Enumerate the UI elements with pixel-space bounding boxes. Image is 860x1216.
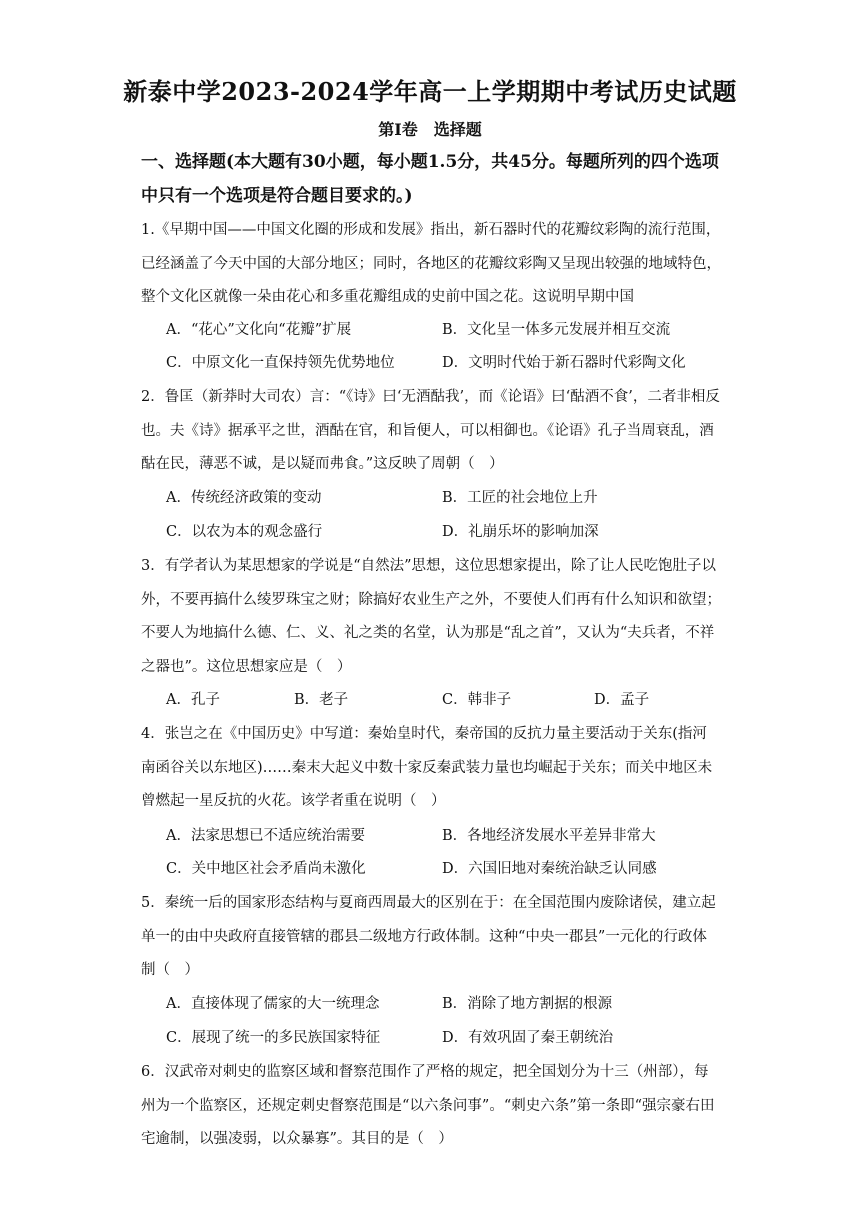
question-5-stem: 5．秦统一后的国家形态结构与夏商西周最大的区别在于：在全国范围内废除诸侯，建立起单一的由中央政府直接管辖的郡县二级地方行政体制。这种“中央一郡县”一元化的行政体制（ ） <box>141 895 716 978</box>
question-6-stem: 6．汉武帝对刺史的监察区域和督察范围作了严格的规定，把全国划分为十三（州部），每州为一个监察区，还规定刺史督察范围是“以六条问事”。“刺史六条”第一条即“强宗豪右田宅逾制，以强凌弱，以众暴寡”。其目的是（ ） <box>141 1064 715 1147</box>
question-4-options-row2 <box>166 853 726 887</box>
question-4-stem: 4．张岂之在《中国历史》中写道：秦始皇时代，秦帝国的反抗力量主要活动于关东(指河南函谷关以东地区)……秦末大起义中数十家反秦武装力量也均崛起于关东；而关中地区未曾燃起一星反抗的火花。该学者重在说明（ ） <box>141 726 713 809</box>
question-1-options-row2 <box>166 347 726 381</box>
option-a: A．法家思想已不适应统治需要 <box>166 828 365 844</box>
part-title: 第Ⅰ卷 选择题 <box>378 120 482 139</box>
option-d: D．六国旧地对秦统治缺乏认同感 <box>442 861 657 877</box>
option-b: B．工匠的社会地位上升 <box>442 490 598 506</box>
option-b: B．消除了地方割据的根源 <box>442 996 613 1012</box>
option-c: C．展现了统一的多民族国家特征 <box>166 1030 381 1046</box>
option-d: D．有效巩固了秦王朝统治 <box>442 1030 614 1046</box>
option-a: A．直接体现了儒家的大一统理念 <box>166 996 380 1012</box>
option-c: C．关中地区社会矛盾尚未激化 <box>166 861 366 877</box>
option-a: A．传统经济政策的变动 <box>166 490 322 506</box>
question-1-options <box>166 314 726 348</box>
question-2-options <box>166 482 726 516</box>
option-a: A．孔子 <box>166 692 220 708</box>
option-d: D．孟子 <box>594 692 650 708</box>
question-5-options-row2 <box>166 1022 726 1056</box>
question-2-stem: 2．鲁匡（新莽时大司农）言：“《诗》曰‘无酒酤我’，而《论语》曰‘酤酒不食’，二者非相反也。夫《诗》据承平之世，酒酤在官，和旨便人，可以相御也。《论语》孔子当周衰乱，酒酤在民，薄恶不诚，是以疑而弗食。”这反映了周朝（ ） <box>141 389 720 472</box>
question-5-options <box>166 988 726 1022</box>
option-b: B．文化呈一体多元发展并相互交流 <box>442 322 671 338</box>
question-3-stem: 3．有学者认为某思想家的学说是“自然法”思想，这位思想家提出，除了让人民吃饱肚子以外，不要再搞什么绫罗珠宝之财；除搞好农业生产之外，不要使人们再有什么知识和欲望；不要人为地搞什么德、仁、义、礼之类的名堂，认为那是“乱之首”，又认为“夫兵者，不祥之器也”。这位思想家应是（ ） <box>141 558 721 675</box>
option-b: B．各地经济发展水平差异非常大 <box>442 828 656 844</box>
question-4-options <box>166 820 726 854</box>
option-d: D．文明时代始于新石器时代彩陶文化 <box>442 355 686 371</box>
section-heading: 一、选择题(本大题有30小题，每小题1.5分，共45分。每题所列的四个选项中只有一个选项是符合题目要求的。) <box>141 152 719 206</box>
option-c: C．中原文化一直保持领先优势地位 <box>166 355 395 371</box>
exam-title: 新泰中学2023-2024学年高一上学期期中考试历史试题 <box>123 77 737 106</box>
option-c: C．以农为本的观念盛行 <box>166 524 323 540</box>
option-d: D．礼崩乐坏的影响加深 <box>442 524 599 540</box>
option-b: B．老子 <box>294 692 349 708</box>
option-c: C．韩非子 <box>442 692 512 708</box>
option-a: A．“花心”文化向“花瓣”扩展 <box>166 322 352 338</box>
question-3-options <box>166 684 726 718</box>
question-1-stem: 1.《早期中国——中国文化圈的形成和发展》指出，新石器时代的花瓣纹彩陶的流行范围，已经涵盖了今天中国的大部分地区；同时，各地区的花瓣纹彩陶又呈现出较强的地域特色，整个文化区就像一朵由花心和多重花瓣组成的史前中国之花。这说明早期中国 <box>141 222 721 305</box>
question-2-options-row2 <box>166 516 726 550</box>
